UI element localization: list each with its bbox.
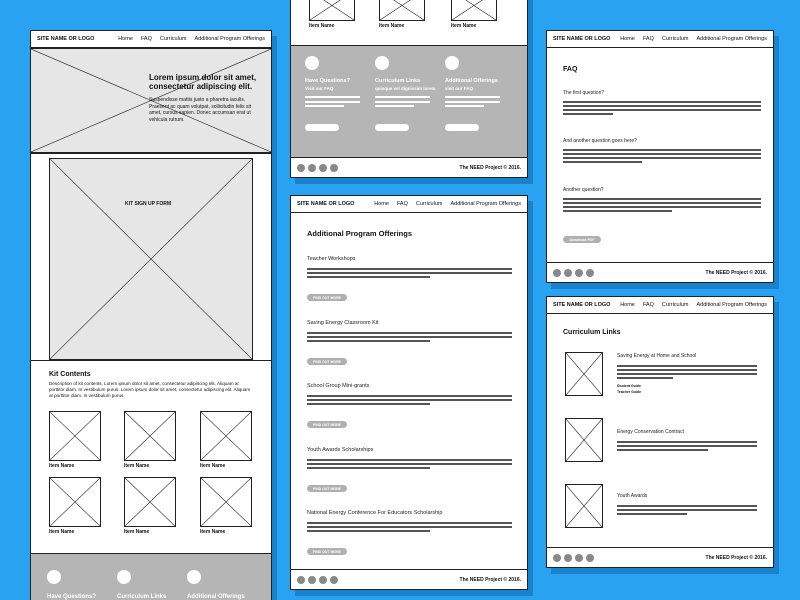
strip-circle (445, 56, 459, 70)
curriculum-item-text (617, 441, 757, 453)
curriculum-item-text (617, 365, 757, 381)
strip-col-title[interactable]: Additional Offerings (445, 78, 498, 84)
pinterest-icon[interactable] (330, 164, 338, 172)
strip-item-image (309, 0, 355, 21)
kit-item-label: Item Name (200, 529, 226, 535)
faq-title: FAQ (563, 66, 578, 73)
social-icons (297, 164, 460, 172)
nav-offerings[interactable]: Additional Program Offerings (194, 36, 265, 42)
nav-curriculum[interactable]: Curriculum (661, 36, 689, 42)
curriculum-item-image (565, 418, 603, 462)
strip-col-title[interactable]: Curriculum Links (375, 78, 421, 84)
offerings-wireframe (290, 195, 528, 590)
curriculum-item-text (617, 505, 757, 517)
offering-title: Saving Energy Classroom Kit (307, 320, 379, 326)
curriculum-item-title: Saving Energy at Home and School (617, 353, 697, 359)
offering-text (307, 522, 512, 534)
offering-title: Youth Awards Scholarships (307, 447, 374, 453)
download-pdf-button[interactable]: Download PDF (563, 236, 601, 243)
curriculum-item-image (565, 484, 603, 528)
teacher-guide-link[interactable]: Teacher Guide (617, 390, 642, 394)
site-logo[interactable]: SITE NAME OR LOGO (553, 302, 611, 308)
kit-item-label: Item Name (49, 529, 75, 535)
social-icons (553, 269, 706, 277)
kit-item-image (200, 411, 252, 461)
instagram-icon[interactable] (575, 554, 583, 562)
offering-title: National Energy Conference For Educators Scholarship (307, 510, 443, 516)
strip-col-sub: Visit our FAQ (305, 86, 334, 91)
nav-curriculum[interactable]: Curriculum (159, 36, 187, 42)
instagram-icon[interactable] (575, 269, 583, 277)
offering-title: Teacher Workshops (307, 256, 356, 262)
site-logo[interactable]: SITE NAME OR LOGO (297, 201, 355, 207)
hero-heading: Lorem ipsum dolor sit amet, consectetur adipiscing elit. (149, 73, 257, 91)
nav-faq[interactable]: FAQ (396, 201, 408, 207)
twitter-icon[interactable] (564, 269, 572, 277)
twitter-icon[interactable] (564, 554, 572, 562)
kit-item-image (124, 411, 176, 461)
site-logo[interactable]: SITE NAME OR LOGO (553, 36, 611, 42)
nav-curriculum[interactable]: Curriculum (415, 201, 443, 207)
kit-item-image (200, 477, 252, 527)
faq-question: The first question? (563, 90, 605, 96)
strip-circle (305, 56, 319, 70)
strip-footer (291, 157, 527, 177)
offering-text (307, 268, 512, 280)
strip-item-label: Item Name (379, 23, 405, 29)
strip-col-title[interactable]: Have Questions? (305, 78, 350, 84)
offering-title: School Group Mini-grants (307, 383, 370, 389)
facebook-icon[interactable] (553, 554, 561, 562)
faq-answer (563, 101, 761, 117)
strip-col-text (375, 96, 430, 110)
site-logo[interactable]: SITE NAME OR LOGO (37, 36, 95, 42)
curriculum-item-image (565, 352, 603, 396)
footer-link-curriculum[interactable]: Curriculum Links (117, 594, 167, 600)
strip-item-label: Item Name (309, 23, 335, 29)
nav-offerings[interactable]: Additional Program Offerings (696, 36, 767, 42)
copyright: The NEED Project © 2016. (705, 269, 767, 276)
social-icons (297, 576, 460, 584)
nav-home[interactable]: Home (374, 201, 389, 207)
faq-wireframe (546, 30, 774, 283)
home-nav (31, 31, 271, 48)
offerings-title: Additional Program Offerings (307, 229, 413, 238)
faq-nav (547, 31, 773, 48)
pinterest-icon[interactable] (586, 554, 594, 562)
faq-answer (563, 149, 761, 165)
find-out-more-button[interactable]: FIND OUT MORE (307, 358, 347, 365)
footer-link-offerings[interactable]: Additional Offerings (187, 594, 245, 600)
nav-faq[interactable]: FAQ (642, 36, 654, 42)
pinterest-icon[interactable] (330, 576, 338, 584)
copyright: The NEED Project © 2016. (459, 164, 521, 171)
nav-faq[interactable]: FAQ (642, 302, 654, 308)
signup-form-label: KIT SIGN UP FORM (125, 201, 172, 207)
strip-wireframe (290, 0, 528, 178)
strip-item-image (451, 0, 497, 21)
strip-col-button[interactable] (305, 124, 339, 131)
offering-text (307, 332, 512, 344)
strip-col-sub: visit our FAQ (445, 86, 474, 91)
curriculum-title: Curriculum Links (563, 329, 621, 336)
find-out-more-button[interactable]: FIND OUT MORE (307, 421, 347, 428)
faq-answer (563, 198, 761, 214)
instagram-icon[interactable] (319, 576, 327, 584)
strip-col-text (445, 96, 500, 110)
find-out-more-button[interactable]: FIND OUT MORE (307, 294, 347, 301)
strip-gray-band (291, 45, 527, 159)
offering-text (307, 395, 512, 407)
offerings-nav (291, 196, 527, 213)
twitter-icon[interactable] (308, 576, 316, 584)
home-gray-footer (31, 553, 271, 600)
strip-col-sub: quisque vel dignissim lorem (375, 86, 436, 91)
copyright: The NEED Project © 2016. (459, 576, 521, 583)
find-out-more-button[interactable]: FIND OUT MORE (307, 548, 347, 555)
nav-home[interactable]: Home (620, 36, 635, 42)
strip-col-button[interactable] (375, 124, 409, 131)
facebook-icon[interactable] (297, 164, 305, 172)
kit-item-label: Item Name (124, 463, 150, 469)
faq-question: Another question? (563, 187, 604, 193)
faq-question: And another question goes here? (563, 138, 637, 144)
facebook-icon[interactable] (297, 576, 305, 584)
kit-item-label: Item Name (49, 463, 75, 469)
home-wireframe (30, 30, 272, 600)
curriculum-wireframe (546, 296, 774, 568)
kit-item-label: Item Name (200, 463, 226, 469)
pinterest-icon[interactable] (586, 269, 594, 277)
instagram-icon[interactable] (319, 164, 327, 172)
offerings-footer (291, 569, 527, 589)
strip-col-text (305, 96, 360, 110)
nav-home[interactable]: Home (620, 302, 635, 308)
curriculum-item-title: Youth Awards (617, 493, 648, 499)
strip-col-button[interactable] (445, 124, 479, 131)
footer-circle (117, 570, 131, 584)
curriculum-nav (547, 297, 773, 314)
curriculum-item-title: Energy Conservation Contract (617, 429, 684, 435)
nav-home[interactable]: Home (118, 36, 133, 42)
kit-item-image (49, 477, 101, 527)
hero-body: Suspendisse mattis justo a pharetra iaculis. Praesent ac quam volutpat, sollicitudin felis sit amet, cursus sapien. Donec accumsan erat ut vehicula rutrum. (149, 97, 251, 123)
kit-contents-title: Kit Contents (49, 371, 91, 378)
signup-form-placeholder[interactable] (31, 153, 271, 361)
social-icons (553, 554, 706, 562)
strip-item-label: Item Name (451, 23, 477, 29)
student-guide-link[interactable]: Student Guide (617, 384, 641, 388)
kit-item-image (49, 411, 101, 461)
facebook-icon[interactable] (553, 269, 561, 277)
kit-item-image (124, 477, 176, 527)
kit-item-label: Item Name (124, 529, 150, 535)
strip-circle (375, 56, 389, 70)
curriculum-footer (547, 547, 773, 567)
twitter-icon[interactable] (308, 164, 316, 172)
strip-item-image (379, 0, 425, 21)
kit-contents-desc: Description of kit contents. Lorem ipsum dolor sit amet, consectetur adipiscing elit. Aliquam at porttitor diam. In vestibulum purus. Lorem ipsum dolor sit amet, consectetur adipiscing elit. Aliquam at porttitor diam. In vestibulum purus. (49, 381, 251, 398)
nav-offerings[interactable]: Additional Program Offerings (696, 302, 767, 308)
footer-link-questions[interactable]: Have Questions? (47, 594, 97, 600)
footer-circle (187, 570, 201, 584)
offering-text (307, 459, 512, 471)
nav-faq[interactable]: FAQ (140, 36, 152, 42)
nav-offerings[interactable]: Additional Program Offerings (450, 201, 521, 207)
nav-curriculum[interactable]: Curriculum (661, 302, 689, 308)
faq-footer (547, 262, 773, 282)
find-out-more-button[interactable]: FIND OUT MORE (307, 485, 347, 492)
copyright: The NEED Project © 2016. (705, 554, 767, 561)
footer-circle (47, 570, 61, 584)
